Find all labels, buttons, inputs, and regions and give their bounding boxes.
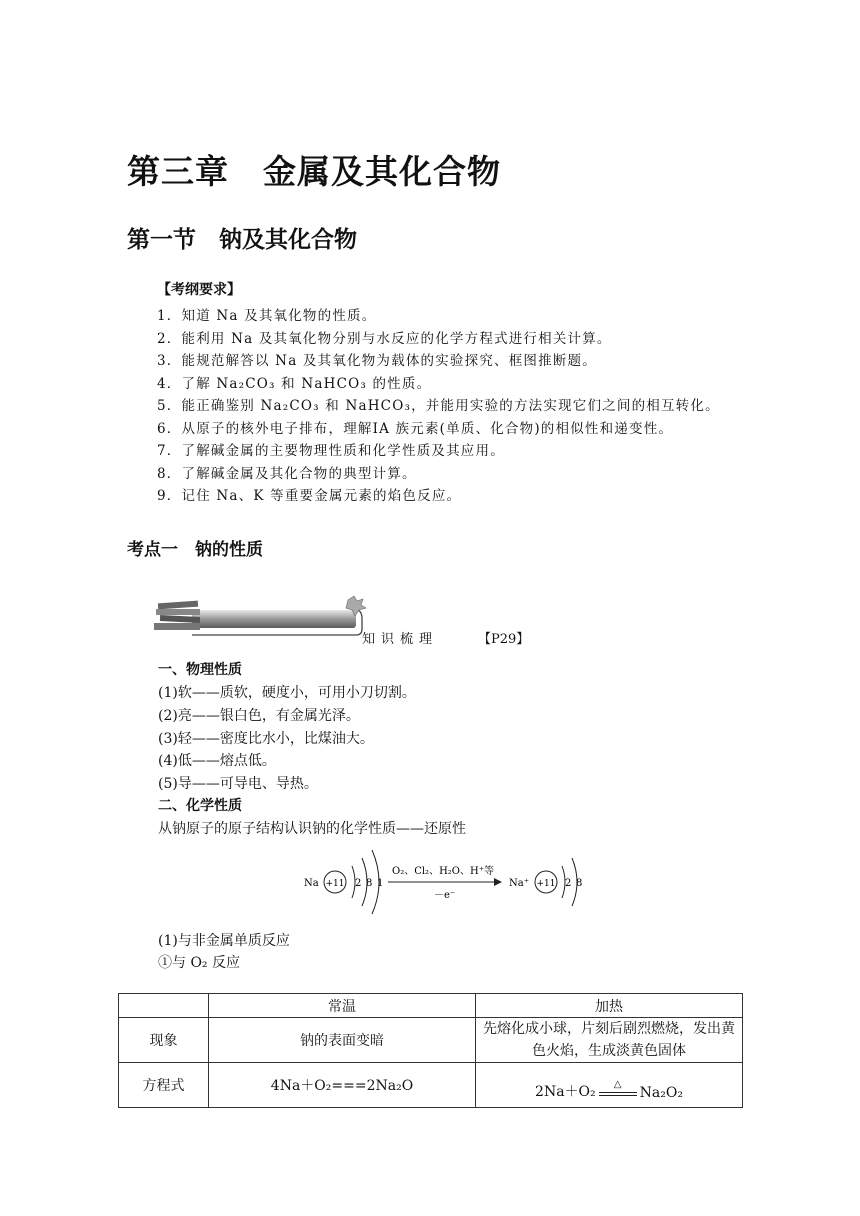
reaction-conditions: O₂、Cl₂、H₂O、H⁺等 bbox=[392, 866, 494, 877]
table-header-normal: 常温 bbox=[209, 994, 476, 1018]
ion-shell-value: 8 bbox=[576, 878, 583, 889]
electron-shell-value: 2 bbox=[355, 878, 362, 889]
requirements-title: 【考纲要求】 bbox=[157, 282, 241, 298]
chemical-properties-intro: 从钠原子的原子结构认识钠的化学性质——还原性 bbox=[158, 821, 466, 837]
table-header-row bbox=[119, 994, 743, 1018]
table-row-label: 现象 bbox=[119, 1018, 209, 1063]
ion-nucleus-charge: +11 bbox=[536, 879, 556, 889]
requirement-item: 4．了解 Na₂CO₃ 和 NaHCO₃ 的性质。 bbox=[157, 376, 432, 392]
reaction-o2-title: ①与 O₂ 反应 bbox=[158, 955, 240, 971]
table-cell: 先熔化成小球，片刻后剧烈燃烧，发出黄色火焰，生成淡黄色固体 bbox=[476, 1018, 743, 1063]
table-cell-equation bbox=[476, 1063, 743, 1108]
requirement-item: 1．知道 Na 及其氧化物的性质。 bbox=[157, 308, 377, 324]
equation-product: Na₂O₂ bbox=[639, 1084, 683, 1101]
reaction-nonmetal-title: (1)与非金属单质反应 bbox=[158, 933, 290, 949]
table-row bbox=[119, 1018, 743, 1063]
table-corner-cell bbox=[119, 994, 209, 1018]
heating-condition bbox=[598, 1080, 638, 1101]
sodium-atom-diagram bbox=[300, 840, 590, 924]
physical-property-item: (4)低——熔点低。 bbox=[158, 753, 276, 769]
table-cell: 4Na＋O₂===2Na₂O bbox=[209, 1063, 476, 1108]
sodium-oxygen-table bbox=[118, 993, 743, 1108]
heat-symbol: △ bbox=[613, 1078, 622, 1090]
requirement-item: 2．能利用 Na 及其氧化物分别与水反应的化学方程式进行相关计算。 bbox=[157, 331, 612, 347]
physical-property-item: (5)导——可导电、导热。 bbox=[158, 776, 318, 792]
sodium-ion-symbol: Na⁺ bbox=[509, 878, 529, 889]
table-cell: 钠的表面变暗 bbox=[209, 1018, 476, 1063]
section-title: 第一节 钠及其化合物 bbox=[127, 227, 357, 253]
table-header-heat: 加热 bbox=[476, 994, 743, 1018]
electron-loss-label: －e⁻ bbox=[434, 890, 456, 901]
table-row bbox=[119, 1063, 743, 1108]
ion-shell-value: 2 bbox=[565, 878, 572, 889]
knowledge-banner-graphic bbox=[152, 594, 372, 640]
physical-property-item: (1)软——质软，硬度小，可用小刀切割。 bbox=[158, 685, 416, 701]
requirement-item: 6．从原子的核外电子排布，理解ⅠA 族元素(单质、化合物)的相似性和递变性。 bbox=[157, 421, 674, 437]
chemical-properties-title: 二、化学性质 bbox=[158, 798, 242, 814]
electron-shell-value: 1 bbox=[377, 878, 384, 889]
requirement-item: 9．记住 Na、K 等重要金属元素的焰色反应。 bbox=[157, 488, 462, 504]
topic-title: 考点一 钠的性质 bbox=[127, 540, 263, 560]
requirement-item: 8．了解碱金属及其化合物的典型计算。 bbox=[157, 466, 417, 482]
physical-property-item: (3)轻——密度比水小，比煤油大。 bbox=[158, 731, 374, 747]
requirement-item: 3．能规范解答以 Na 及其氧化物为载体的实验探究、框图推断题。 bbox=[157, 353, 597, 369]
requirement-item: 7．了解碱金属的主要物理性质和化学性质及其应用。 bbox=[157, 443, 505, 459]
page-reference: 【P29】 bbox=[478, 632, 530, 647]
table-row-label: 方程式 bbox=[119, 1063, 209, 1108]
physical-property-item: (2)亮——银白色，有金属光泽。 bbox=[158, 708, 360, 724]
nucleus-charge: +11 bbox=[325, 879, 345, 889]
knowledge-banner-label: 知识梳理 bbox=[362, 632, 439, 647]
equation-reactants: 2Na＋O₂ bbox=[535, 1083, 596, 1100]
sodium-symbol: Na bbox=[304, 878, 319, 889]
electron-shell-value: 8 bbox=[366, 878, 373, 889]
physical-properties-title: 一、物理性质 bbox=[158, 662, 242, 678]
chapter-title: 第三章 金属及其化合物 bbox=[127, 152, 501, 191]
requirement-item: 5．能正确鉴别 Na₂CO₃ 和 NaHCO₃，并能用实验的方法实现它们之间的相互转化。 bbox=[157, 398, 720, 414]
